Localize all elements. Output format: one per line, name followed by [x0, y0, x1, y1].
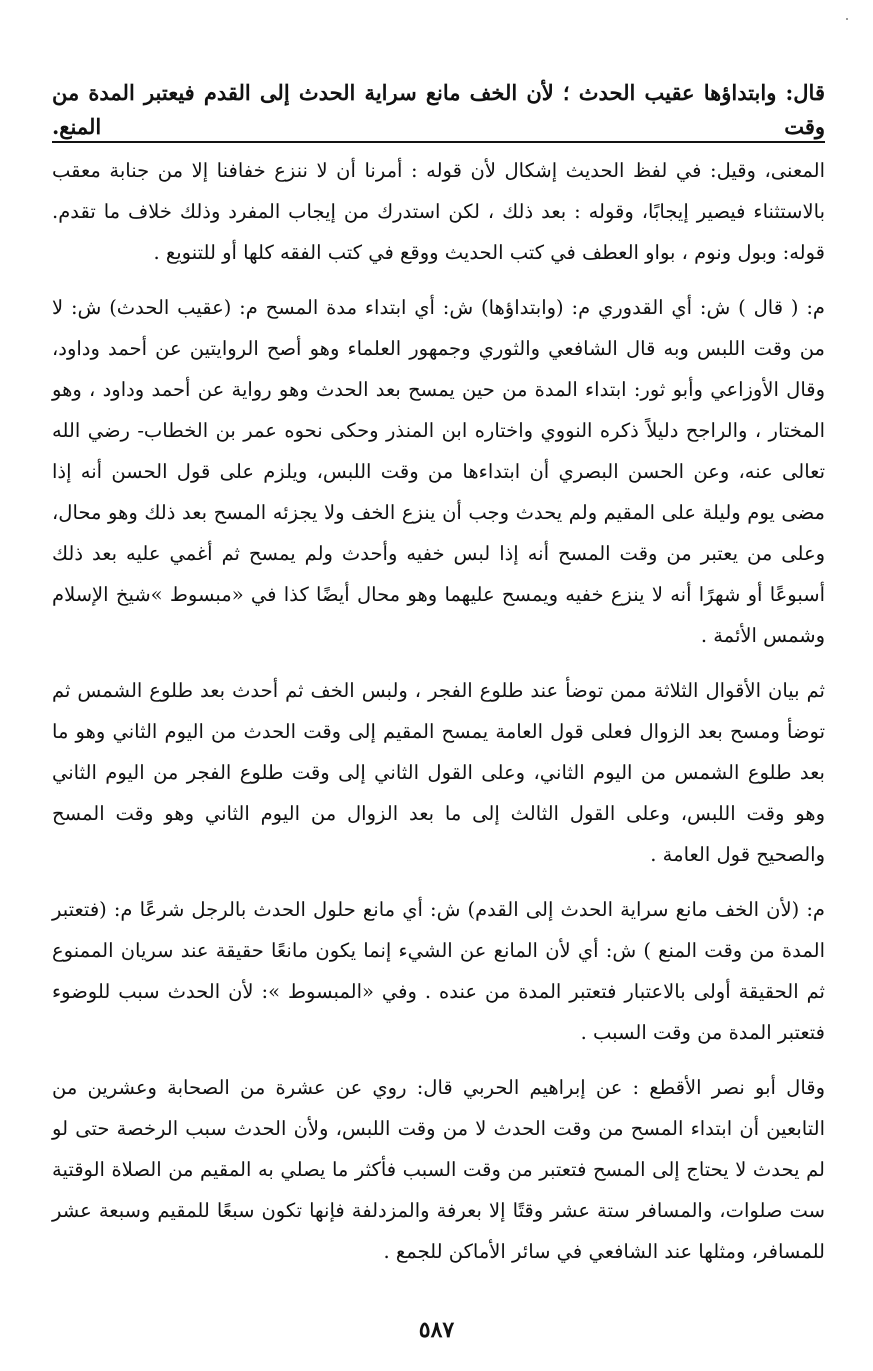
paragraph: م: (لأن الخف مانع سراية الحدث إلى القدم) ش: أي مانع حلول الحدث بالرجل شرعًا م: (فتعتبر المدة من وقت المنع ) ش: أي لأن المانع عن الشيء إنما يكون مانعًا حقيقة عند سريان الممنوع ثم الحقيقة أولى بالاعتبار فتعتبر المدة من عنده . وفي «المبسوط »: لأن الحدث سبب للوضوء فتعتبر المدة من وقت السبب . [52, 898, 825, 1044]
paragraph: م: ( قال ) ش: أي القدوري م: (وابتداؤها) ش: أي ابتداء مدة المسح م: (عقيب الحدث) ش: لا من وقت اللبس وبه قال الشافعي والثوري وجمهور العلماء وهو أصح الروايتين عن أحمد وداود، وقال الأوزاعي وأبو ثور: ابتداء المدة من حين يمسح بعد الحدث وهو رواية عن أحمد وداود ، وهو المختار ، والراجح دليلاً ذكره النووي واختاره ابن المنذر وحكى نحوه عمر بن الخطاب- رضي الله تعالى عنه، وعن الحسن البصري أن ابتداءها من وقت اللبس، ويلزم على قول الحسن أنه إذا مضى يوم وليلة على المقيم ولم يحدث وجب أن ينزع الخف ولا يجزئه المسح بعد ذلك وهو محال، وعلى من يعتبر من وقت المسح أنه إذا لبس خفيه وأحدث ولم يمسح ثم أغمي عليه بعد ذلك أسبوعًا أو شهرًا أنه لا ينزع خفيه ويمسح عليهما وهو محال أيضًا كذا في «مبسوط »شيخ الإسلام وشمس الأئمة . [52, 296, 825, 647]
paragraph: المعنى، وقيل: في لفظ الحديث إشكال لأن قوله : أمرنا أن لا ننزع خفافنا إلا من جنابة معقب بالاستثناء فيصير إيجابًا، وقوله : بعد ذلك ، لكن استدرك من إيجاب المفرد وذلك خلاف ما تقدم. قوله: وبول ونوم ، بواو العطف في كتب الحديث ووقع في كتب الفقه كلها أو للتنويع . [52, 159, 825, 264]
matn-heading: قال: وابتداؤها عقيب الحدث ؛ لأن الخف مانع سراية الحدث إلى القدم فيعتبر المدة من وقت المنع. [52, 80, 825, 139]
heading-divider [52, 141, 825, 143]
paragraph: ثم بيان الأقوال الثلاثة ممن توضأ عند طلوع الفجر ، ولبس الخف ثم أحدث بعد طلوع الشمس ثم توضأ ومسح بعد الزوال فعلى قول العامة يمسح المقيم إلى وقت الحدث من اليوم الثاني وهو ما بعد طلوع الشمس من اليوم الثاني، وعلى القول الثاني إلى وقت طلوع الفجر من اليوم الثاني وهو وقت اللبس، وعلى القول الثالث إلى ما بعد الزوال من اليوم الثاني وهو وقت المسح والصحيح قول العامة . [52, 679, 825, 866]
scan-speck [846, 18, 848, 20]
page-number: ٥٨٧ [418, 1317, 455, 1343]
paragraph: وقال أبو نصر الأقطع : عن إبراهيم الحربي قال: روي عن عشرة من الصحابة وعشرين من التابعين أن ابتداء المسح من وقت الحدث لا من وقت اللبس، ولأن الحدث سبب الرخصة حتى لو لم يحدث لا يحتاج إلى المسح فتعتبر من وقت السبب فأكثر ما يصلي به المقيم من الصلاة الوقتية ست صلوات، والمسافر ستة عشر وقتًا إلا بعرفة والمزدلفة فإنها تكون سبعًا للمقيم وسبعة عشر للمسافر، ومثلها عند الشافعي في سائر الأماكن للجمع . [52, 1076, 825, 1263]
commentary-body [52, 150, 825, 1272]
